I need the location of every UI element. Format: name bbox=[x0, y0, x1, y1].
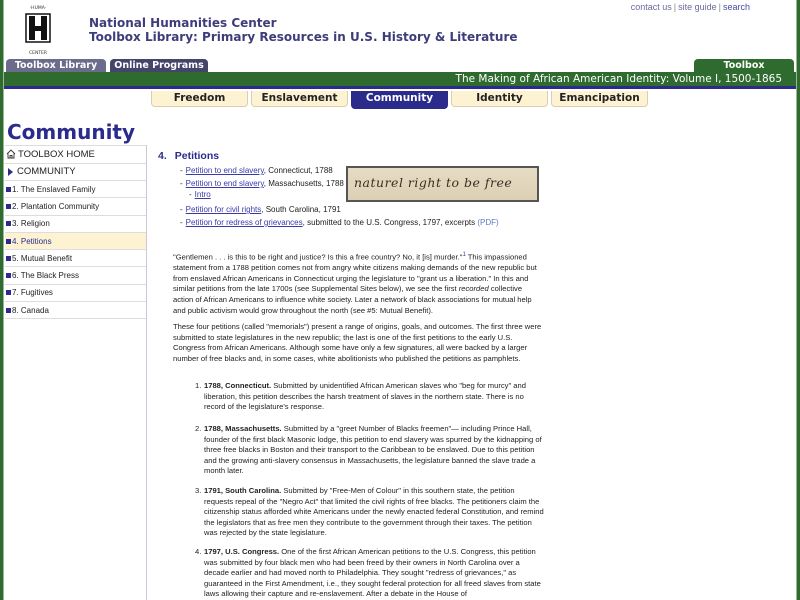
nhc-logo[interactable] bbox=[12, 2, 64, 56]
item-number: 3. bbox=[195, 486, 202, 495]
petition-list-item bbox=[195, 547, 545, 600]
petition-link-south-carolina[interactable]: Petition for civil rights bbox=[185, 205, 262, 214]
handwriting-image bbox=[346, 166, 539, 202]
tab-enslavement[interactable]: Enslavement bbox=[251, 91, 348, 107]
list-item bbox=[180, 178, 350, 200]
sidebar-item-religion[interactable] bbox=[5, 216, 146, 233]
sidebar-item-label: 2. Plantation Community bbox=[12, 201, 100, 211]
square-bullet-icon bbox=[6, 204, 11, 209]
banner-bar bbox=[4, 72, 796, 89]
square-bullet-icon bbox=[6, 221, 11, 226]
svg-text:·HUMA·: ·HUMA· bbox=[29, 6, 47, 11]
handwriting-text: naturel right to be free bbox=[354, 175, 513, 190]
list-item bbox=[180, 217, 560, 228]
home-icon bbox=[6, 149, 16, 159]
tab-toolbox[interactable]: Toolbox bbox=[694, 59, 794, 72]
utility-links bbox=[631, 2, 750, 12]
petition-link-massachusetts[interactable]: Petition to end slavery bbox=[185, 179, 264, 188]
item-text: Submitted by unidentified African American slaves who "beg for murcy" and liberation, this petition describes the harsh treatment of slaves in the northern state. There is no record of the legislature's response. bbox=[204, 381, 526, 412]
sidebar-item-mutual-benefit[interactable] bbox=[5, 250, 146, 267]
sidebar-item-enslaved-family[interactable] bbox=[5, 181, 146, 198]
item-text: Submitted by "Free-Men of Colour" in this southern state, the petition requests repeal of the "Negro Act" that limited the civil rights of free blacks. The petitioners claim the citizenship status afforded white Americans under the newly enacted federal Constitution, and remind the legislators that as free men they contribute to the government through their taxes. The petition was rejected by the state legislature. bbox=[204, 486, 544, 538]
sidebar-item-plantation-community[interactable] bbox=[5, 198, 146, 215]
petition-list-item bbox=[195, 381, 545, 413]
dash: - bbox=[180, 218, 183, 227]
quote-text: "Gentlemen . . . is this to be right and justice? Is this a free country? No, it [is] murder." bbox=[173, 252, 463, 262]
item-title: 1788, Connecticut. bbox=[204, 381, 272, 390]
org-name: National Humanities Center bbox=[89, 16, 277, 30]
search-link[interactable]: search bbox=[722, 2, 750, 12]
link-description: , Massachusetts, 1788 bbox=[263, 179, 344, 188]
square-bullet-icon bbox=[6, 290, 11, 295]
sidebar-item-label: 5. Mutual Benefit bbox=[12, 253, 73, 263]
list-item bbox=[180, 165, 350, 176]
sub-item bbox=[189, 189, 350, 200]
paragraph-text: collective action of African Americans to influence white society. Later a network of black associations for mutual help and public activism would grow throughout the north (see #5: Mutual Benefit). bbox=[173, 284, 532, 315]
item-text: One of the first African American petitions to the U.S. Congress, this petition was submitted by four black men who had been freed by their owners in North Carolina over a decade earlier and had moved north to Philadelphia. They sought "redress of grievances," as guaranteed in the First Amendment, i.e., they sought federal protection for all freed slaves from state laws allowing their capture and re-enslavement. After a debate in the House of bbox=[204, 547, 541, 599]
tab-identity[interactable]: Identity bbox=[451, 91, 548, 107]
overview-paragraph: These four petitions (called "memorials") present a range of origins, goals, and outcomes. The first three were submitted to state legislatures in the new republic; the last is one of the first petitions to the early U.S. Congress from African Americans. Although some have only a few signatures, all were backed by a larger number of free blacks and, in some cases, white abolitionists who published the petitions as pamphlets. bbox=[173, 322, 542, 363]
sidebar-item-label: TOOLBOX HOME bbox=[18, 148, 95, 160]
item-number: 2. bbox=[195, 424, 202, 433]
petition-list-item bbox=[195, 424, 545, 477]
item-title: 1788, Massachusetts. bbox=[204, 424, 282, 433]
item-number: 1. bbox=[195, 381, 202, 390]
contact-us-link[interactable]: contact us bbox=[630, 2, 672, 12]
link-description: , South Carolina, 1791 bbox=[261, 205, 341, 214]
sidebar-item-label: 4. Petitions bbox=[12, 236, 52, 246]
item-number: 4. bbox=[195, 547, 202, 556]
footnote-link[interactable]: 1 bbox=[462, 252, 466, 258]
tab-online-programs[interactable]: Online Programs bbox=[110, 59, 208, 72]
sidebar-item-petitions[interactable] bbox=[5, 233, 146, 250]
sidebar-item-label: 7. Fugitives bbox=[12, 288, 53, 298]
separator: | bbox=[718, 2, 721, 12]
item-title: 1797, U.S. Congress. bbox=[204, 547, 280, 556]
intro-paragraph bbox=[173, 250, 543, 316]
org-subtitle: Toolbox Library: Primary Resources in U.S. History & Literature bbox=[89, 30, 518, 44]
square-bullet-icon bbox=[6, 256, 11, 261]
sidebar-item-label: 3. Religion bbox=[12, 219, 50, 229]
section-tabs bbox=[151, 91, 648, 109]
sidebar-item-label: 1. The Enslaved Family bbox=[12, 184, 96, 194]
sidebar-item-label: 6. The Black Press bbox=[12, 271, 79, 281]
dash: - bbox=[180, 166, 183, 175]
tab-freedom[interactable]: Freedom bbox=[151, 91, 248, 107]
tab-toolbox-library[interactable]: Toolbox Library bbox=[6, 59, 106, 72]
page-title: Community bbox=[7, 120, 136, 144]
dash: - bbox=[189, 190, 192, 199]
list-item bbox=[180, 204, 560, 215]
intro-link[interactable]: Intro bbox=[194, 190, 211, 199]
tab-community[interactable]: Community bbox=[351, 91, 448, 109]
section-number: 4. bbox=[158, 150, 167, 162]
dash: - bbox=[180, 205, 183, 214]
petition-list-item bbox=[195, 486, 545, 539]
sidebar-item-fugitives[interactable] bbox=[5, 285, 146, 302]
item-title: 1791, South Carolina. bbox=[204, 486, 282, 495]
triangle-right-icon bbox=[8, 168, 13, 176]
sidebar-item-canada[interactable] bbox=[5, 302, 146, 319]
petition-link-connecticut[interactable]: Petition to end slavery bbox=[185, 166, 264, 175]
sidebar-item-label: 8. Canada bbox=[12, 305, 49, 315]
section-heading bbox=[158, 150, 558, 162]
sidebar-item-label: COMMUNITY bbox=[17, 166, 76, 178]
tab-emancipation[interactable]: Emancipation bbox=[551, 91, 648, 107]
svg-text:CENTER: CENTER bbox=[28, 51, 48, 56]
item-text: Submitted by a "greet Number of Blacks freemen"— including Prince Hall, founder of the first black Masonic lodge, this petition to end slavery was spurred by the kidnapping of three free blacks in Boston and their transport to the Caribbean to be enslaved. Due to this petition and the growing anti-slavery consensus in Massachusetts, the legislature banned the slave trade a month later. bbox=[204, 424, 542, 476]
separator: | bbox=[673, 2, 677, 12]
square-bullet-icon bbox=[6, 308, 11, 313]
square-bullet-icon bbox=[6, 273, 11, 278]
square-bullet-icon bbox=[6, 239, 11, 244]
dash: - bbox=[180, 179, 183, 188]
sidebar bbox=[5, 145, 147, 600]
emphasis-text: recorded bbox=[458, 284, 489, 294]
right-frame-border bbox=[796, 0, 800, 600]
link-description: , Connecticut, 1788 bbox=[263, 166, 333, 175]
petition-link-congress[interactable]: Petition for redress of grievances bbox=[185, 218, 303, 227]
paragraph-text: This impassioned statement from a 1788 petition comes not from angry white citizens making demands of the new republic but from enslaved African Americans in Connecticut urging the legislature to "grant us a liberation." In this and similar petitions from the late 1700s (see Supplemental Sites below), we see the first bbox=[173, 252, 537, 294]
square-bullet-icon bbox=[6, 187, 11, 192]
sidebar-item-black-press[interactable] bbox=[5, 267, 146, 284]
section-heading-text: Petitions bbox=[174, 150, 220, 162]
sidebar-item-community[interactable] bbox=[5, 164, 146, 182]
link-description: , submitted to the U.S. Congress, 1797, excerpts bbox=[302, 218, 478, 227]
site-guide-link[interactable]: site guide bbox=[678, 2, 717, 12]
banner-title[interactable]: The Making of African American Identity: Volume I, 1500-1865 bbox=[455, 73, 782, 85]
sidebar-item-toolbox-home[interactable] bbox=[5, 146, 146, 164]
pdf-link[interactable]: (PDF) bbox=[477, 218, 499, 227]
left-frame-border bbox=[0, 0, 4, 600]
